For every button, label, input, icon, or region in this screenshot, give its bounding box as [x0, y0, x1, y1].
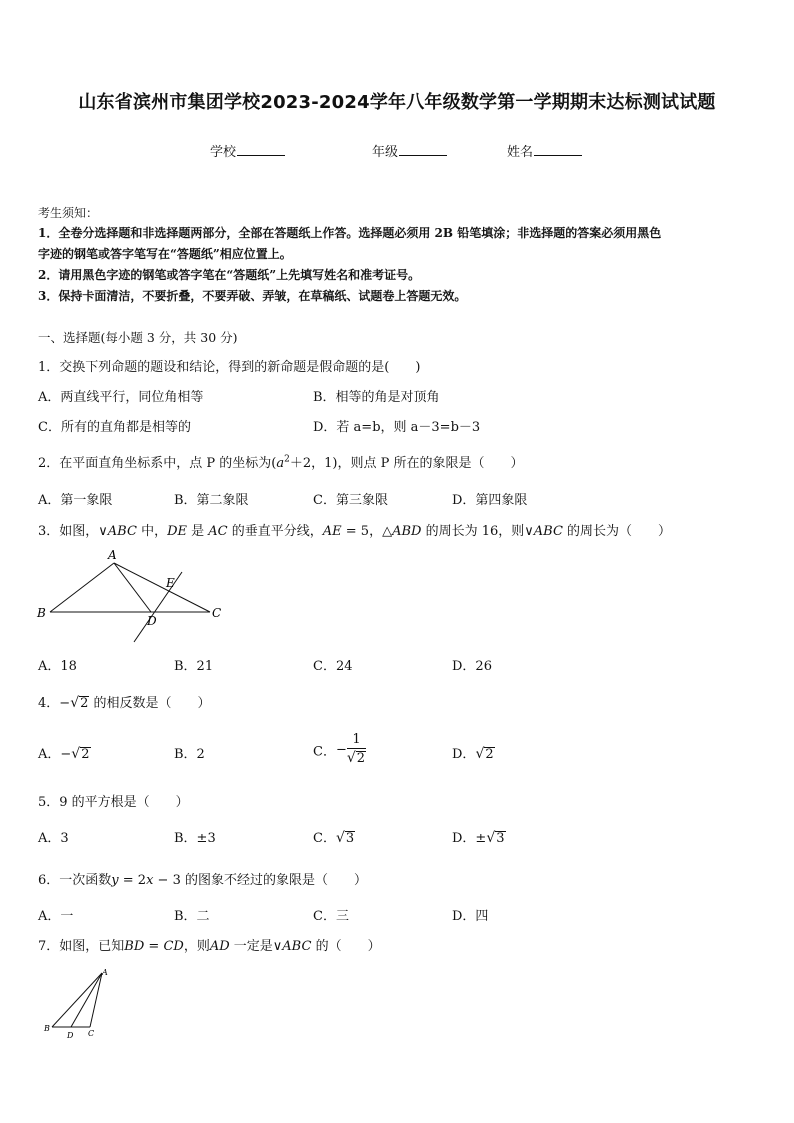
- q6-stem: 6．一次函数y = 2x − 3 的图象不经过的象限是（ ）: [38, 873, 367, 888]
- q3-segment-ab: [50, 563, 114, 612]
- q3-segment-ad: [114, 563, 151, 612]
- q6-option-a[interactable]: A．一: [38, 909, 74, 924]
- notice-item2: 2．请用黑色字迹的钢笔或答字笔在“答题纸”上先填写姓名和准考证号。: [38, 268, 421, 282]
- q5-stem: 5．9 的平方根是（ ）: [38, 795, 189, 810]
- q6-option-d[interactable]: D．四: [452, 909, 489, 924]
- q7-segment-ad: [71, 973, 102, 1027]
- school-blank[interactable]: [237, 143, 285, 156]
- q5-option-a[interactable]: A．3: [38, 831, 69, 846]
- notice-item1-line2: 字迹的钢笔或答字笔写在“答题纸”相应位置上。: [38, 247, 292, 261]
- q2-option-b[interactable]: B．第二象限: [174, 493, 249, 508]
- q3-figure: [30, 545, 230, 647]
- q3-option-b[interactable]: B．21: [174, 659, 214, 674]
- q3-label-e: E: [166, 576, 175, 590]
- grade-blank[interactable]: [399, 143, 447, 156]
- q3-stem: 3．如图，∨ABC 中，DE 是 AC 的垂直平分线，AE = 5，△ABD 的周长为 16，则∨ABC 的周长为（ ）: [38, 524, 672, 539]
- name-label: 姓名: [507, 145, 534, 160]
- q7-stem: 7．如图，已知BD = CD，则AD 一定是∨ABC 的（ ）: [38, 939, 381, 954]
- q5-option-d[interactable]: D．±√3: [452, 830, 505, 846]
- notice-item3: 3．保持卡面清洁，不要折叠，不要弄破、弄皱，在草稿纸、试题卷上答题无效。: [38, 289, 467, 303]
- section-heading: 一、选择题(每小题 3 分，共 30 分): [38, 330, 238, 345]
- page-title: 山东省滨州市集团学校2023-2024学年八年级数学第一学期期末达标测试试题: [78, 92, 716, 113]
- q7-segment-ac: [90, 973, 102, 1027]
- name-blank[interactable]: [534, 143, 582, 156]
- q1-option-a[interactable]: A．两直线平行，同位角相等: [38, 390, 204, 405]
- q7-label-d: D: [67, 1031, 74, 1040]
- q7-figure: [38, 965, 118, 1045]
- q7-label-c: C: [88, 1029, 95, 1038]
- q3-label-b: B: [37, 606, 46, 620]
- q3-option-a[interactable]: A．18: [38, 659, 77, 674]
- grade-field[interactable]: [372, 141, 447, 160]
- q7-segment-ab: [52, 973, 102, 1027]
- q5-option-c[interactable]: C．√3: [313, 830, 355, 846]
- q4-option-b[interactable]: B．2: [174, 747, 205, 762]
- q6-option-b[interactable]: B．二: [174, 909, 210, 924]
- q3-option-d[interactable]: D．26: [452, 659, 492, 674]
- q4-option-a[interactable]: A．−√2: [38, 746, 90, 762]
- q2-option-d[interactable]: D．第四象限: [452, 493, 528, 508]
- grade-label: 年级: [372, 145, 399, 160]
- school-label: 学校: [210, 145, 237, 160]
- q2-stem: 2．在平面直角坐标系中，点 P 的坐标为($a^2+2$，1)，则点 P 所在的象限是（ ）: [38, 454, 524, 471]
- q4-option-d[interactable]: D．√2: [452, 746, 494, 762]
- q7-label-a: A: [102, 968, 108, 977]
- q1-option-b[interactable]: B．相等的角是对顶角: [313, 390, 440, 405]
- q4-option-c-fraction: $\frac{1}{√2}$: [346, 732, 366, 766]
- q3-label-a: A: [108, 548, 117, 562]
- q3-label-c: C: [212, 606, 222, 620]
- q2-option-a[interactable]: A．第一象限: [38, 493, 113, 508]
- q3-perp-bisector: [134, 572, 182, 642]
- q5-option-b[interactable]: B．±3: [174, 831, 216, 846]
- q1-stem: 1．交换下列命题的题设和结论，得到的新命题是假命题的是( ): [38, 360, 421, 375]
- notice-item1-line1: 1．全卷分选择题和非选择题两部分，全部在答题纸上作答。选择题必须用 2B 铅笔填涂；非选择题的答案必须用黑色: [38, 226, 662, 240]
- q7-label-b: B: [44, 1024, 50, 1033]
- name-field[interactable]: [507, 141, 582, 160]
- q4-option-c[interactable]: C．− $\frac{1}{√2}$: [313, 732, 366, 766]
- q3-option-c[interactable]: C．24: [313, 659, 353, 674]
- q2-option-c[interactable]: C．第三象限: [313, 493, 388, 508]
- notice-heading: 考生须知：: [38, 206, 99, 220]
- q1-option-d[interactable]: D．若 a=b，则 a－3=b－3: [313, 420, 481, 435]
- q3-segment-ac: [114, 563, 210, 612]
- q3-label-d: D: [147, 614, 157, 628]
- q6-option-c[interactable]: C．三: [313, 909, 349, 924]
- q1-option-c[interactable]: C．所有的直角都是相等的: [38, 420, 191, 435]
- q4-stem: 4．−√2 的相反数是（ ）: [38, 695, 211, 711]
- school-field[interactable]: [210, 141, 285, 160]
